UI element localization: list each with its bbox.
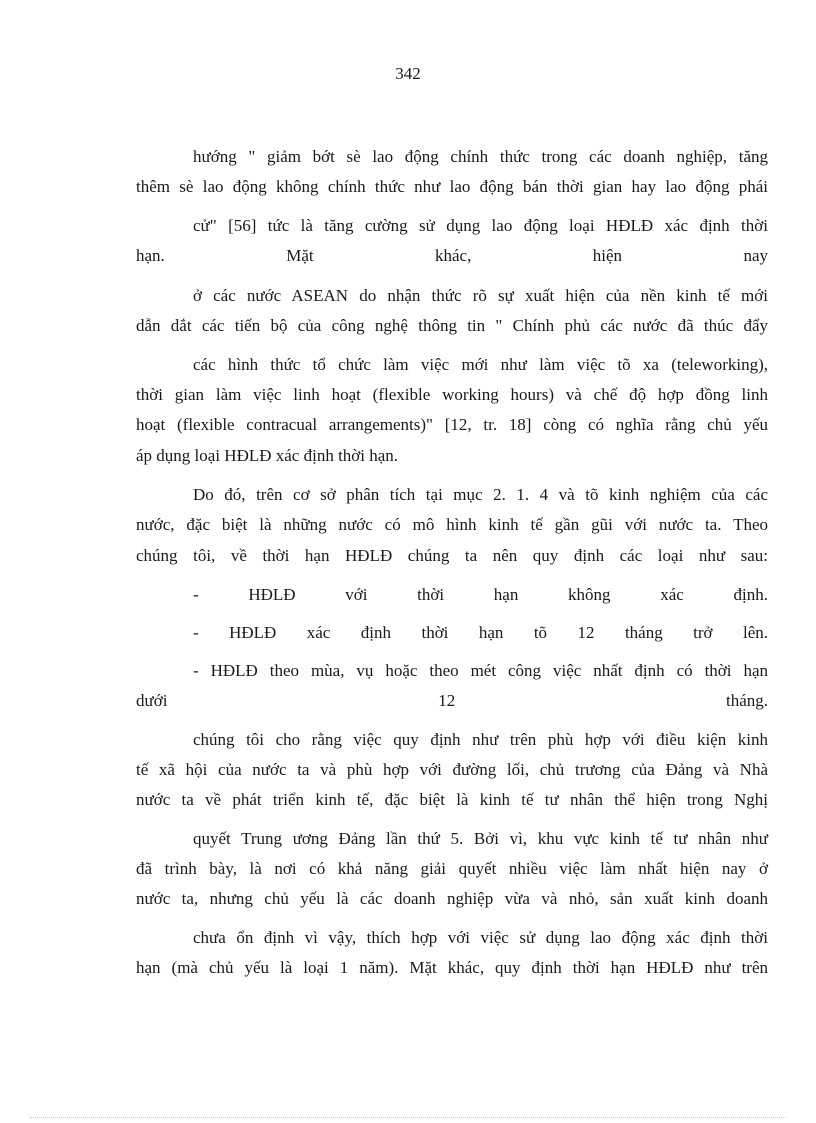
footer-divider xyxy=(30,1117,786,1118)
text-line: nước ta về phát triển kinh tế, đặc biệt là kinh tế tư nhân thể hiện trong Nghị xyxy=(136,790,768,809)
list-item: - HĐLĐ xác định thời hạn tõ 12 tháng trở lên. xyxy=(193,623,768,642)
text-line: chúng tôi, về thời hạn HĐLĐ chúng ta nên quy định các loại như sau: xyxy=(136,546,768,565)
text-line: ở các nước ASEAN do nhận thức rõ sự xuất hiện của nền kinh tế mới xyxy=(193,286,768,305)
text-line: đã trình bày, là nơi có khả năng giải quyết nhiều việc làm nhất hiện nay ở xyxy=(136,859,768,878)
text-line: hạn (mà chủ yếu là loại 1 năm). Mặt khác, quy định thời hạn HĐLĐ như trên xyxy=(136,958,768,977)
text-line: hướng " giảm bớt sè lao động chính thức trong các doanh nghiệp, tăng xyxy=(193,147,768,166)
text-line: quyết Trung ương Đảng lần thứ 5. Bởi vì, khu vực kinh tế tư nhân như xyxy=(193,829,768,848)
text-line: nước ta, nhưng chủ yếu là các doanh nghiệp vừa và nhỏ, sản xuất kinh doanh xyxy=(136,889,768,908)
list-item: - HĐLĐ với thời hạn không xác định. xyxy=(193,585,768,604)
text-line: dẫn dắt các tiến bộ của công nghệ thông tin " Chính phủ các nước đã thúc đẩy xyxy=(136,316,768,335)
text-line: thời gian làm việc linh hoạt (flexible working hours) và chế độ hợp đồng linh xyxy=(136,385,768,404)
text-line: thêm sè lao động không chính thức như lao động bán thời gian hay lao động phái xyxy=(136,177,768,196)
page-number: 342 xyxy=(395,64,421,83)
text-line: nước, đặc biệt là những nước có mô hình kinh tế gần gũi với nước ta. Theo xyxy=(136,515,768,534)
text-line: Do đó, trên cơ sở phân tích tại mục 2. 1. 4 và tõ kinh nghiệm của các xyxy=(193,485,768,504)
text-line: hoạt (flexible contracual arrangements)" [12, tr. 18] còng có nghĩa rằng chủ yếu xyxy=(136,415,768,434)
text-line: hạn. Mặt khác, hiện nay xyxy=(136,246,768,265)
text-line: cử" [56] tức là tăng cường sử dụng lao động loại HĐLĐ xác định thời xyxy=(193,216,768,235)
text-line: tế xã hội của nước ta và phù hợp với đường lối, chủ trương của Đảng và Nhà xyxy=(136,760,768,779)
list-item: - HĐLĐ theo mùa, vụ hoặc theo mét công việc nhất định có thời hạn xyxy=(193,661,768,680)
text-line: chưa ổn định vì vậy, thích hợp với việc sử dụng lao động xác định thời xyxy=(193,928,768,947)
text-line: các hình thức tổ chức làm việc mới như làm việc tõ xa (teleworking), xyxy=(193,355,768,374)
list-item: dưới 12 tháng. xyxy=(136,691,768,710)
text-line: chúng tôi cho rằng việc quy định như trên phù hợp với điều kiện kinh xyxy=(193,730,768,749)
text-line: áp dụng loại HĐLĐ xác định thời hạn. xyxy=(136,446,399,465)
